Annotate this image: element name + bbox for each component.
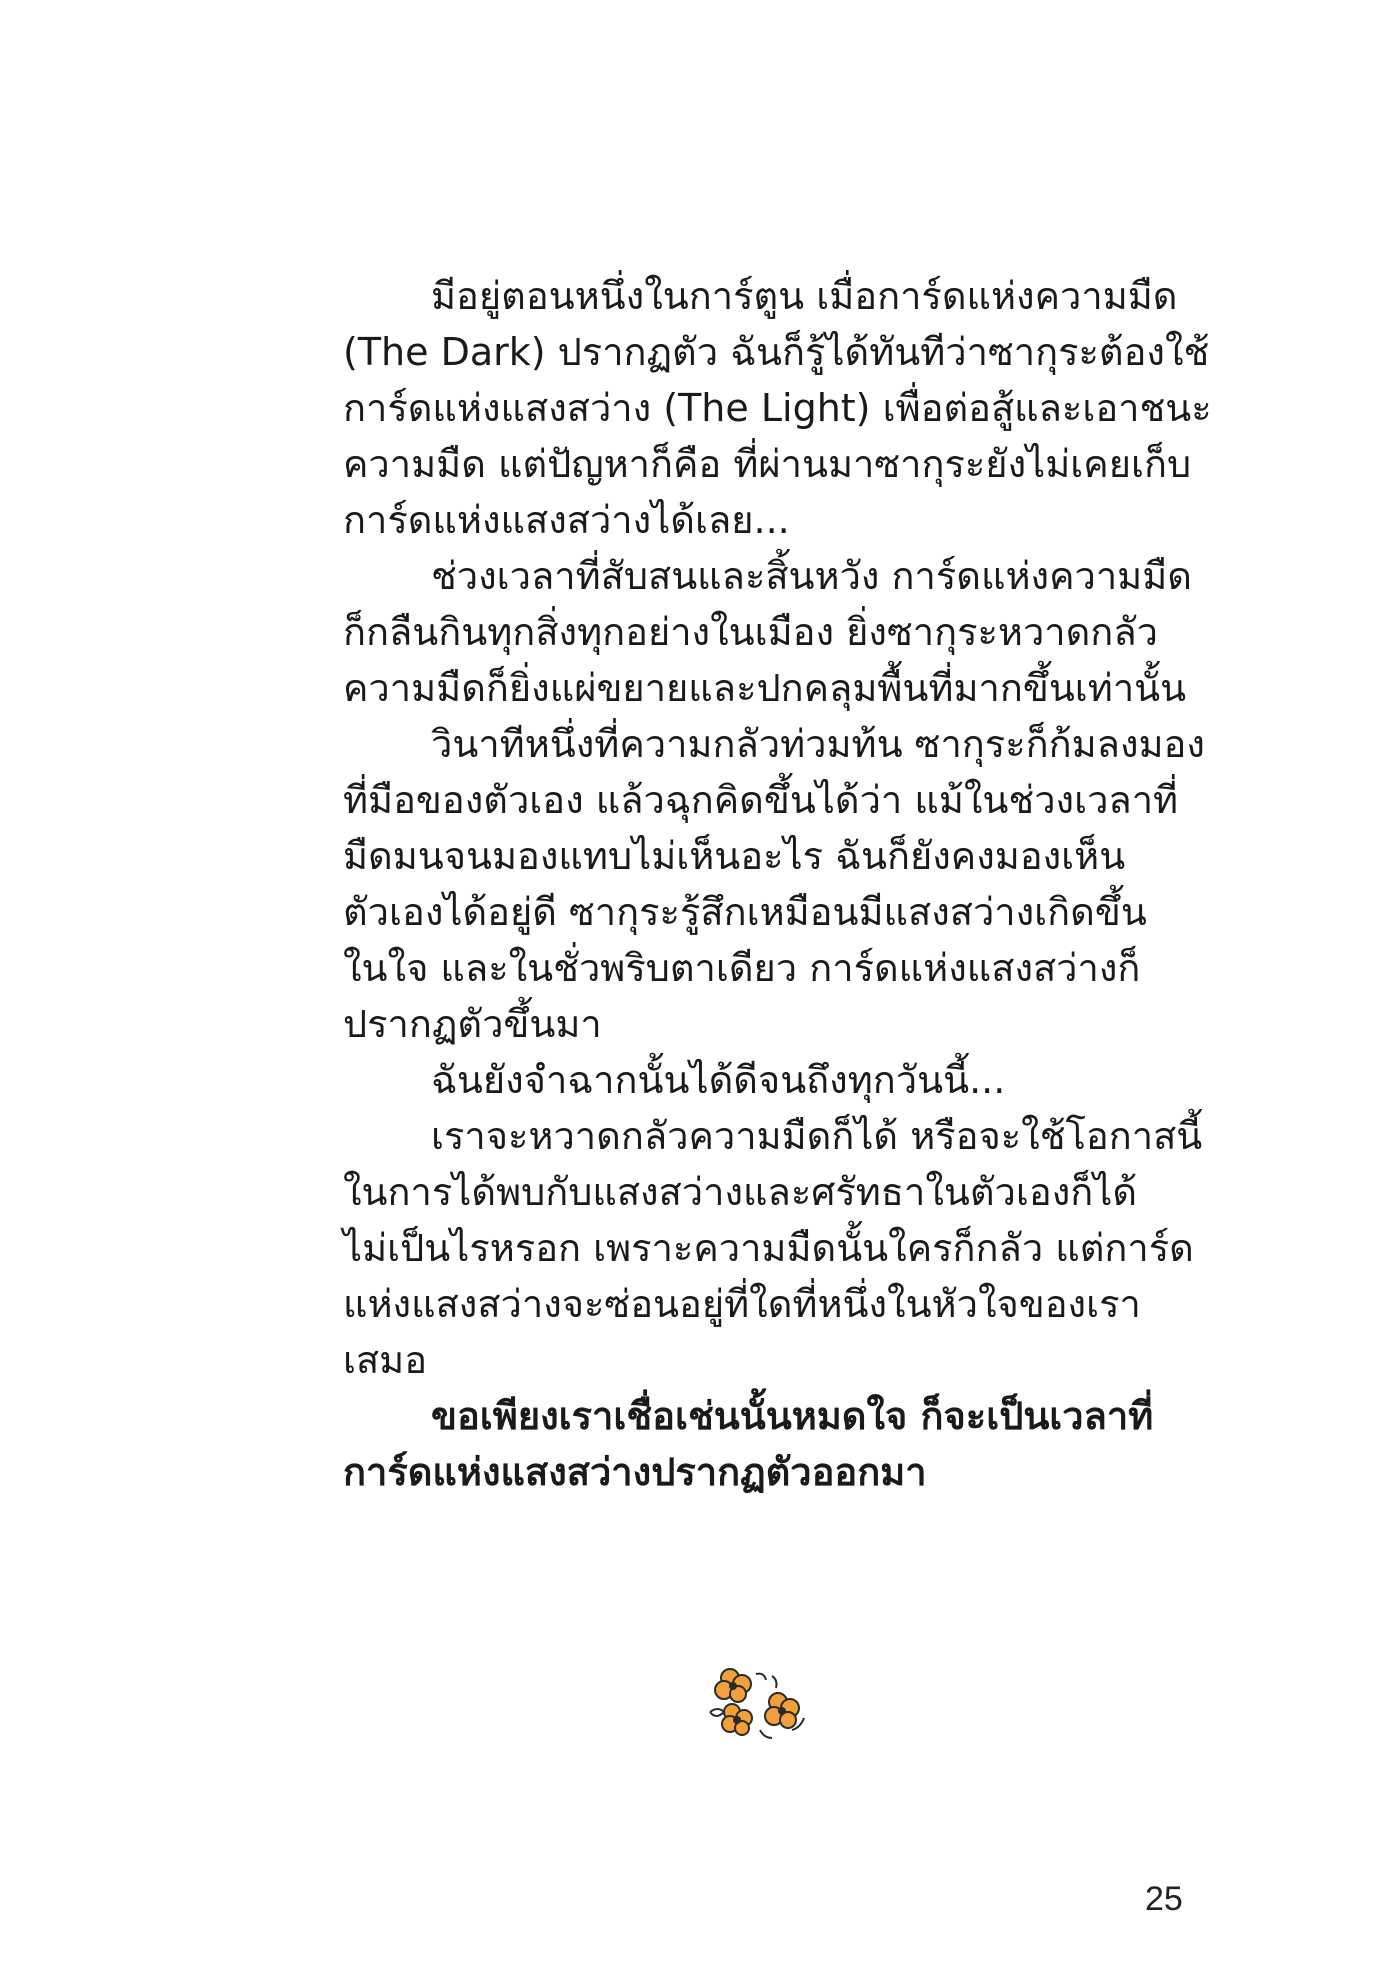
text-line: ในการได้พบกับแสงสว่างและศรัทธาในตัวเองก็ได้ — [343, 1170, 1138, 1214]
paragraph — [343, 268, 1212, 548]
text-line: เสมอ — [343, 1338, 428, 1382]
text-line: ที่มือของตัวเอง แล้วฉุกคิดขึ้นได้ว่า แม้ในช่วงเวลาที่ — [343, 778, 1179, 822]
text-line: ฉันยังจำฉากนั้นได้ดีจนถึงทุกวันนี้... — [431, 1058, 1006, 1102]
text-line: มีอยู่ตอนหนึ่งในการ์ตูน เมื่อการ์ดแห่งความมืด — [431, 274, 1178, 318]
emphasis-line: ขอเพียงเราเชื่อเช่นนั้นหมดใจ ก็จะเป็นเวลาที่ — [431, 1394, 1154, 1438]
flowers-icon — [700, 1660, 830, 1750]
text-line: ความมืดก็ยิ่งแผ่ขยายและปกคลุมพื้นที่มากขึ้นเท่านั้น — [343, 666, 1187, 710]
text-line: มืดมนจนมองแทบไม่เห็นอะไร ฉันก็ยังคงมองเห็น — [343, 834, 1126, 878]
paragraph — [343, 1108, 1203, 1388]
paragraph — [343, 1052, 1193, 1108]
text-line: แห่งแสงสว่างจะซ่อนอยู่ที่ใดที่หนึ่งในหัวใจของเรา — [343, 1282, 1141, 1326]
text-line: การ์ดแห่งแสงสว่าง (The Light) เพื่อต่อสู้และเอาชนะ — [343, 386, 1212, 430]
text-line: ปรากฏตัวขึ้นมา — [343, 1002, 602, 1046]
text-line: ไม่เป็นไรหรอก เพราะความมืดนั้นใครก็กลัว แต่การ์ด — [343, 1226, 1194, 1270]
text-line: การ์ดแห่งแสงสว่างได้เลย... — [343, 498, 790, 542]
text-line: วินาทีหนึ่งที่ความกลัวท่วมท้น ซากุระก็ก้มลงมอง — [431, 722, 1205, 766]
text-line: ในใจ และในชั่วพริบตาเดียว การ์ดแห่งแสงสว่างก็ — [343, 946, 1141, 990]
paragraph — [343, 716, 1205, 1052]
paragraph — [343, 1388, 1193, 1500]
body-text — [343, 268, 1212, 1500]
emphasis-line: การ์ดแห่งแสงสว่างปรากฏตัวออกมา — [343, 1450, 927, 1494]
text-line: เราจะหวาดกลัวความมืดก็ได้ หรือจะใช้โอกาสนี้ — [431, 1114, 1203, 1158]
text-line: ก็กลืนกินทุกสิ่งทุกอย่างในเมือง ยิ่งซากุระหวาดกลัว — [343, 610, 1158, 654]
page-number: 25 — [1145, 1880, 1183, 1918]
text-line: ตัวเองได้อยู่ดี ซากุระรู้สึกเหมือนมีแสงสว่างเกิดขึ้น — [343, 890, 1147, 934]
text-line: ความมืด แต่ปัญหาก็คือ ที่ผ่านมาซากุระยังไม่เคยเก็บ — [343, 442, 1192, 486]
text-line: (The Dark) ปรากฏตัว ฉันก็รู้ได้ทันทีว่าซากุระต้องใช้ — [343, 330, 1210, 374]
text-line: ช่วงเวลาที่สับสนและสิ้นหวัง การ์ดแห่งความมืด — [431, 554, 1192, 598]
paragraph — [343, 548, 1193, 716]
